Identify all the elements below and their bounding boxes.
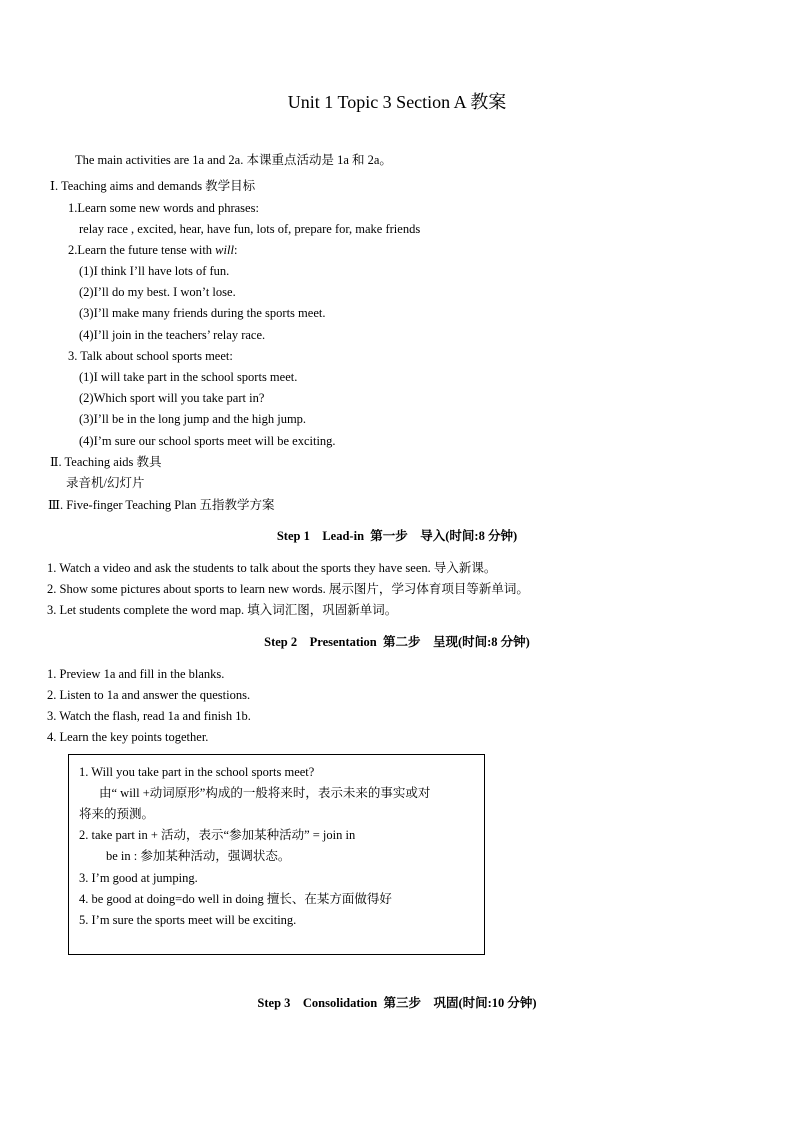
- key-point: 5. I’m sure the sports meet will be exciting.: [79, 913, 297, 927]
- aims-item-1: 1.Learn some new words and phrases:: [68, 201, 259, 215]
- aims-item-2-will: will: [215, 243, 234, 257]
- intro-text: The main activities are 1a and 2a. 本课重点活动是 1a 和 2a。: [75, 153, 392, 167]
- step3-heading: Step 3 Consolidation 第三步 巩固(时间:10 分钟): [257, 996, 537, 1010]
- key-point: 4. be good at doing=do well in doing 擅长、在某方面做得好: [79, 892, 392, 906]
- step2-item: 2. Listen to 1a and answer the questions.: [47, 688, 251, 702]
- step2-heading: Step 2 Presentation 第二步 呈现(时间:8 分钟): [264, 635, 530, 649]
- aids-heading: Ⅱ. Teaching aids 教具: [50, 455, 162, 469]
- step2-item: 4. Learn the key points together.: [47, 730, 209, 744]
- step2-item: 3. Watch the flash, read 1a and finish 1b.: [47, 709, 251, 723]
- step1-item: 2. Show some pictures about sports to learn new words. 展示图片，学习体育项目等新单词。: [47, 582, 529, 596]
- aims-heading: Ⅰ. Teaching aims and demands 教学目标: [50, 179, 256, 193]
- step2-item: 1. Preview 1a and fill in the blanks.: [47, 667, 225, 681]
- tense-example: (2)I’ll do my best. I won’t lose.: [79, 285, 236, 299]
- key-point: 由“ will +动词原形”构成的一般将来时，表示未来的事实或对: [99, 786, 431, 800]
- aims-item-2: [68, 242, 237, 258]
- tense-example: (1)I think I’ll have lots of fun.: [79, 264, 230, 278]
- aims-words: relay race , excited, hear, have fun, lots of, prepare for, make friends: [79, 222, 421, 236]
- meet-example: (3)I’ll be in the long jump and the high jump.: [79, 412, 307, 426]
- aids-content: 录音机/幻灯片: [66, 476, 145, 490]
- key-point: 将来的预测。: [79, 807, 155, 821]
- aims-item-2-suffix: :: [233, 243, 238, 257]
- aims-item-2-prefix: 2.Learn the future tense with: [68, 243, 216, 257]
- plan-heading: Ⅲ. Five-finger Teaching Plan 五指教学方案: [48, 498, 275, 512]
- meet-example: (1)I will take part in the school sports meet.: [79, 370, 298, 384]
- meet-example: (2)Which sport will you take part in?: [79, 391, 265, 405]
- aims-item-3: 3. Talk about school sports meet:: [68, 349, 233, 363]
- key-point: 3. I’m good at jumping.: [79, 871, 198, 885]
- tense-example: (3)I’ll make many friends during the sports meet.: [79, 306, 326, 320]
- key-points-box: [68, 754, 485, 955]
- tense-example: (4)I’ll join in the teachers’ relay race.: [79, 328, 266, 342]
- step1-heading: Step 1 Lead-in 第一步 导入(时间:8 分钟): [276, 529, 518, 543]
- key-point: 1. Will you take part in the school sports meet?: [79, 765, 315, 779]
- meet-example: (4)I’m sure our school sports meet will be exciting.: [79, 434, 336, 448]
- step1-item: 3. Let students complete the word map. 填入词汇图，巩固新单词。: [47, 603, 398, 617]
- page-title: Unit 1 Topic 3 Section A 教案: [287, 92, 507, 112]
- step1-item: 1. Watch a video and ask the students to talk about the sports they have seen. 导入新课。: [47, 561, 497, 575]
- key-point: 2. take part in + 活动，表示“参加某种活动” = join in: [79, 828, 356, 842]
- key-point: be in : 参加某种活动，强调状态。: [106, 849, 291, 863]
